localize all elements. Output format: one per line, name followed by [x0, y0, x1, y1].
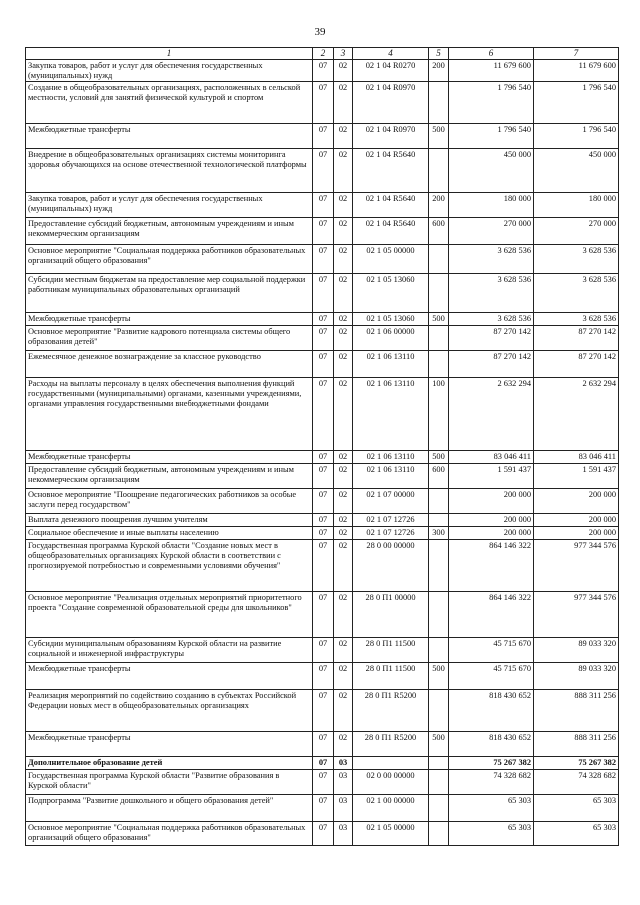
table-row [26, 351, 619, 378]
cell-subsection: 02 [334, 313, 353, 326]
column-number-6: 6 [449, 48, 534, 60]
cell-amount-year2: 1 796 540 [534, 124, 619, 149]
cell-section: 07 [313, 193, 334, 218]
cell-section: 07 [313, 795, 334, 822]
cell-name: Внедрение в общеобразовательных организациях системы мониторинга здоровья обучающихся на основе отечественной технологической платформы [26, 149, 313, 193]
cell-section: 07 [313, 351, 334, 378]
table-row [26, 822, 619, 846]
cell-section: 07 [313, 124, 334, 149]
cell-section: 07 [313, 638, 334, 663]
cell-section: 07 [313, 274, 334, 313]
cell-target-article: 02 1 06 13110 [353, 378, 429, 451]
cell-amount-year2: 977 344 576 [534, 540, 619, 592]
cell-name: Закупка товаров, работ и услуг для обеспечения государственных (муниципальных) нужд [26, 193, 313, 218]
cell-target-article: 02 1 00 00000 [353, 795, 429, 822]
cell-subsection: 02 [334, 274, 353, 313]
cell-name: Выплата денежного поощрения лучшим учителям [26, 514, 313, 527]
cell-amount-year1: 65 303 [449, 822, 534, 846]
table-row [26, 514, 619, 527]
table-row [26, 464, 619, 489]
cell-subsection: 03 [334, 795, 353, 822]
cell-target-article [353, 757, 429, 770]
cell-subsection: 02 [334, 245, 353, 274]
table-row [26, 82, 619, 124]
cell-amount-year2: 888 311 256 [534, 690, 619, 732]
cell-expense-type [429, 822, 449, 846]
cell-amount-year1: 200 000 [449, 527, 534, 540]
cell-amount-year1: 1 796 540 [449, 82, 534, 124]
cell-subsection: 02 [334, 59, 353, 82]
cell-subsection: 03 [334, 822, 353, 846]
cell-subsection: 02 [334, 451, 353, 464]
cell-amount-year2: 200 000 [534, 527, 619, 540]
cell-name: Государственная программа Курской области "Развитие образования в Курской области" [26, 770, 313, 795]
cell-section: 07 [313, 690, 334, 732]
cell-section: 07 [313, 326, 334, 351]
cell-expense-type [429, 351, 449, 378]
cell-amount-year2: 89 033 320 [534, 638, 619, 663]
cell-section: 07 [313, 464, 334, 489]
cell-section: 07 [313, 245, 334, 274]
cell-expense-type [429, 757, 449, 770]
cell-name: Государственная программа Курской области "Создание новых мест в общеобразовательных организациях Курской области в соответствии с прогнозируемой потребностью и современными условиями обучения" [26, 540, 313, 592]
cell-amount-year1: 45 715 670 [449, 638, 534, 663]
cell-target-article: 02 1 04 R5640 [353, 218, 429, 245]
cell-amount-year1: 3 628 536 [449, 274, 534, 313]
cell-amount-year1: 450 000 [449, 149, 534, 193]
cell-amount-year1: 818 430 652 [449, 690, 534, 732]
cell-amount-year1: 74 328 682 [449, 770, 534, 795]
cell-amount-year1: 65 303 [449, 795, 534, 822]
cell-name: Создание в общеобразовательных организациях, расположенных в сельской местности, условий для занятий физической культурой и спортом [26, 82, 313, 124]
cell-target-article: 28 0 00 00000 [353, 540, 429, 592]
cell-amount-year2: 200 000 [534, 514, 619, 527]
cell-amount-year2: 65 303 [534, 822, 619, 846]
cell-amount-year1: 83 046 411 [449, 451, 534, 464]
cell-expense-type [429, 795, 449, 822]
cell-subsection: 02 [334, 663, 353, 690]
cell-amount-year1: 818 430 652 [449, 732, 534, 757]
cell-expense-type: 600 [429, 218, 449, 245]
cell-section: 07 [313, 757, 334, 770]
cell-amount-year2: 3 628 536 [534, 245, 619, 274]
cell-section: 07 [313, 451, 334, 464]
table-row [26, 770, 619, 795]
table-row [26, 690, 619, 732]
cell-subsection: 02 [334, 489, 353, 514]
cell-subsection: 02 [334, 124, 353, 149]
cell-target-article: 28 0 П1 11500 [353, 638, 429, 663]
cell-name: Предоставление субсидий бюджетным, автономным учреждениям и иным некоммерческим организациям [26, 218, 313, 245]
cell-expense-type: 500 [429, 451, 449, 464]
cell-subsection: 02 [334, 592, 353, 638]
cell-target-article: 02 1 07 12726 [353, 527, 429, 540]
table-row [26, 527, 619, 540]
cell-name: Основное мероприятие "Социальная поддержка работников образовательных организаций общего образования" [26, 822, 313, 846]
cell-section: 07 [313, 592, 334, 638]
table-body [26, 59, 619, 846]
table-row [26, 326, 619, 351]
cell-amount-year1: 200 000 [449, 489, 534, 514]
cell-subsection: 02 [334, 82, 353, 124]
cell-name: Межбюджетные трансферты [26, 124, 313, 149]
cell-expense-type: 500 [429, 732, 449, 757]
cell-target-article: 02 1 07 00000 [353, 489, 429, 514]
cell-amount-year2: 11 679 600 [534, 59, 619, 82]
cell-expense-type: 500 [429, 313, 449, 326]
column-number-4: 4 [353, 48, 429, 60]
cell-section: 07 [313, 663, 334, 690]
table-row [26, 59, 619, 82]
cell-amount-year1: 45 715 670 [449, 663, 534, 690]
table-row [26, 732, 619, 757]
cell-amount-year2: 450 000 [534, 149, 619, 193]
cell-name: Ежемесячное денежное вознаграждение за классное руководство [26, 351, 313, 378]
cell-section: 07 [313, 822, 334, 846]
cell-name: Межбюджетные трансферты [26, 451, 313, 464]
cell-target-article: 02 1 05 00000 [353, 822, 429, 846]
cell-section: 07 [313, 527, 334, 540]
cell-amount-year1: 1 796 540 [449, 124, 534, 149]
column-number-3: 3 [334, 48, 353, 60]
table-row [26, 795, 619, 822]
cell-target-article: 28 0 П1 R5200 [353, 690, 429, 732]
cell-target-article: 02 1 04 R0970 [353, 82, 429, 124]
cell-amount-year2: 1 591 437 [534, 464, 619, 489]
cell-name: Межбюджетные трансферты [26, 732, 313, 757]
column-number-5: 5 [429, 48, 449, 60]
cell-subsection: 02 [334, 351, 353, 378]
cell-amount-year2: 83 046 411 [534, 451, 619, 464]
cell-amount-year1: 11 679 600 [449, 59, 534, 82]
cell-amount-year1: 1 591 437 [449, 464, 534, 489]
cell-section: 07 [313, 82, 334, 124]
cell-amount-year2: 87 270 142 [534, 351, 619, 378]
cell-amount-year1: 87 270 142 [449, 351, 534, 378]
cell-name: Субсидии муниципальным образованиям Курской области на развитие социальной и инженерной инфраструктуры [26, 638, 313, 663]
table-row [26, 757, 619, 770]
cell-target-article: 02 0 00 00000 [353, 770, 429, 795]
cell-name: Социальное обеспечение и иные выплаты населению [26, 527, 313, 540]
column-number-1: 1 [26, 48, 313, 60]
cell-amount-year2: 3 628 536 [534, 313, 619, 326]
cell-subsection: 02 [334, 218, 353, 245]
cell-target-article: 02 1 06 13110 [353, 351, 429, 378]
cell-section: 07 [313, 59, 334, 82]
cell-target-article: 02 1 07 12726 [353, 514, 429, 527]
cell-subsection: 02 [334, 514, 353, 527]
cell-expense-type [429, 274, 449, 313]
page-number: 39 [314, 26, 326, 38]
cell-name: Реализация мероприятий по содействию созданию в субъектах Российской Федерации новых мест в общеобразовательных организациях [26, 690, 313, 732]
cell-expense-type [429, 514, 449, 527]
cell-target-article: 02 1 04 R5640 [353, 149, 429, 193]
cell-subsection: 02 [334, 378, 353, 451]
cell-section: 07 [313, 149, 334, 193]
cell-expense-type [429, 245, 449, 274]
cell-amount-year1: 180 000 [449, 193, 534, 218]
cell-amount-year2: 1 796 540 [534, 82, 619, 124]
cell-name: Основное мероприятие "Реализация отдельных мероприятий приоритетного проекта "Создание современной образовательной среды для школьников" [26, 592, 313, 638]
cell-expense-type: 300 [429, 527, 449, 540]
cell-target-article: 28 0 П1 00000 [353, 592, 429, 638]
table-row [26, 540, 619, 592]
cell-name: Подпрограмма "Развитие дошкольного и общего образования детей" [26, 795, 313, 822]
cell-amount-year2: 89 033 320 [534, 663, 619, 690]
cell-name: Предоставление субсидий бюджетным, автономным учреждениям и иным некоммерческим организациям [26, 464, 313, 489]
cell-amount-year1: 864 146 322 [449, 592, 534, 638]
cell-amount-year1: 270 000 [449, 218, 534, 245]
cell-expense-type [429, 149, 449, 193]
cell-section: 07 [313, 770, 334, 795]
cell-expense-type: 600 [429, 464, 449, 489]
cell-amount-year2: 180 000 [534, 193, 619, 218]
table-row [26, 592, 619, 638]
cell-amount-year1: 75 267 382 [449, 757, 534, 770]
cell-name: Основное мероприятие "Социальная поддержка работников образовательных организаций общего образования" [26, 245, 313, 274]
cell-subsection: 03 [334, 770, 353, 795]
cell-subsection: 02 [334, 690, 353, 732]
cell-amount-year2: 75 267 382 [534, 757, 619, 770]
table-header-row [26, 48, 619, 60]
cell-amount-year1: 2 632 294 [449, 378, 534, 451]
cell-subsection: 02 [334, 732, 353, 757]
table-row [26, 274, 619, 313]
cell-amount-year1: 200 000 [449, 514, 534, 527]
table-row [26, 489, 619, 514]
table-row [26, 218, 619, 245]
cell-amount-year2: 200 000 [534, 489, 619, 514]
cell-target-article: 02 1 04 R0270 [353, 59, 429, 82]
cell-amount-year2: 977 344 576 [534, 592, 619, 638]
cell-target-article: 02 1 06 13110 [353, 451, 429, 464]
cell-subsection: 03 [334, 757, 353, 770]
cell-name: Дополнительное образование детей [26, 757, 313, 770]
table-row [26, 245, 619, 274]
cell-subsection: 02 [334, 638, 353, 663]
cell-target-article: 02 1 05 13060 [353, 274, 429, 313]
cell-expense-type: 200 [429, 59, 449, 82]
cell-section: 07 [313, 540, 334, 592]
cell-amount-year1: 3 628 536 [449, 313, 534, 326]
cell-target-article: 02 1 04 R5640 [353, 193, 429, 218]
cell-amount-year1: 864 146 322 [449, 540, 534, 592]
cell-expense-type [429, 690, 449, 732]
budget-table [25, 47, 619, 846]
cell-amount-year1: 87 270 142 [449, 326, 534, 351]
cell-section: 07 [313, 489, 334, 514]
table-row [26, 663, 619, 690]
cell-expense-type [429, 326, 449, 351]
cell-target-article: 02 1 05 00000 [353, 245, 429, 274]
cell-name: Основное мероприятие "Развитие кадрового потенциала системы общего образования детей" [26, 326, 313, 351]
column-number-2: 2 [313, 48, 334, 60]
cell-expense-type: 500 [429, 124, 449, 149]
cell-amount-year2: 270 000 [534, 218, 619, 245]
cell-section: 07 [313, 313, 334, 326]
cell-subsection: 02 [334, 527, 353, 540]
cell-amount-year2: 74 328 682 [534, 770, 619, 795]
cell-expense-type [429, 82, 449, 124]
cell-target-article: 02 1 06 00000 [353, 326, 429, 351]
cell-expense-type [429, 540, 449, 592]
cell-target-article: 28 0 П1 11500 [353, 663, 429, 690]
cell-amount-year1: 3 628 536 [449, 245, 534, 274]
cell-expense-type [429, 770, 449, 795]
cell-expense-type: 500 [429, 663, 449, 690]
cell-name: Расходы на выплаты персоналу в целях обеспечения выполнения функций государственными (муниципальными) органами, казенными учреждениями, органами управления государственными внебюджетными фондами [26, 378, 313, 451]
cell-amount-year2: 2 632 294 [534, 378, 619, 451]
table-row [26, 193, 619, 218]
table-row [26, 313, 619, 326]
cell-section: 07 [313, 514, 334, 527]
cell-target-article: 02 1 04 R0970 [353, 124, 429, 149]
cell-expense-type [429, 638, 449, 663]
cell-expense-type: 200 [429, 193, 449, 218]
table-row [26, 378, 619, 451]
cell-target-article: 02 1 06 13110 [353, 464, 429, 489]
column-number-7: 7 [534, 48, 619, 60]
cell-name: Межбюджетные трансферты [26, 313, 313, 326]
cell-section: 07 [313, 378, 334, 451]
cell-section: 07 [313, 732, 334, 757]
cell-amount-year2: 87 270 142 [534, 326, 619, 351]
cell-subsection: 02 [334, 540, 353, 592]
cell-name: Основное мероприятие "Поощрение педагогических работников за особые заслуги перед государством" [26, 489, 313, 514]
cell-target-article: 28 0 П1 R5200 [353, 732, 429, 757]
cell-expense-type [429, 592, 449, 638]
cell-expense-type: 100 [429, 378, 449, 451]
cell-section: 07 [313, 218, 334, 245]
cell-name: Субсидии местным бюджетам на предоставление мер социальной поддержки работникам муниципальных образовательных организаций [26, 274, 313, 313]
cell-name: Межбюджетные трансферты [26, 663, 313, 690]
cell-amount-year2: 888 311 256 [534, 732, 619, 757]
table-row [26, 149, 619, 193]
cell-subsection: 02 [334, 149, 353, 193]
table-row [26, 451, 619, 464]
cell-amount-year2: 3 628 536 [534, 274, 619, 313]
table-row [26, 124, 619, 149]
table-row [26, 638, 619, 663]
cell-subsection: 02 [334, 193, 353, 218]
cell-target-article: 02 1 05 13060 [353, 313, 429, 326]
cell-subsection: 02 [334, 464, 353, 489]
cell-name: Закупка товаров, работ и услуг для обеспечения государственных (муниципальных) нужд [26, 59, 313, 82]
cell-expense-type [429, 489, 449, 514]
cell-amount-year2: 65 303 [534, 795, 619, 822]
cell-subsection: 02 [334, 326, 353, 351]
